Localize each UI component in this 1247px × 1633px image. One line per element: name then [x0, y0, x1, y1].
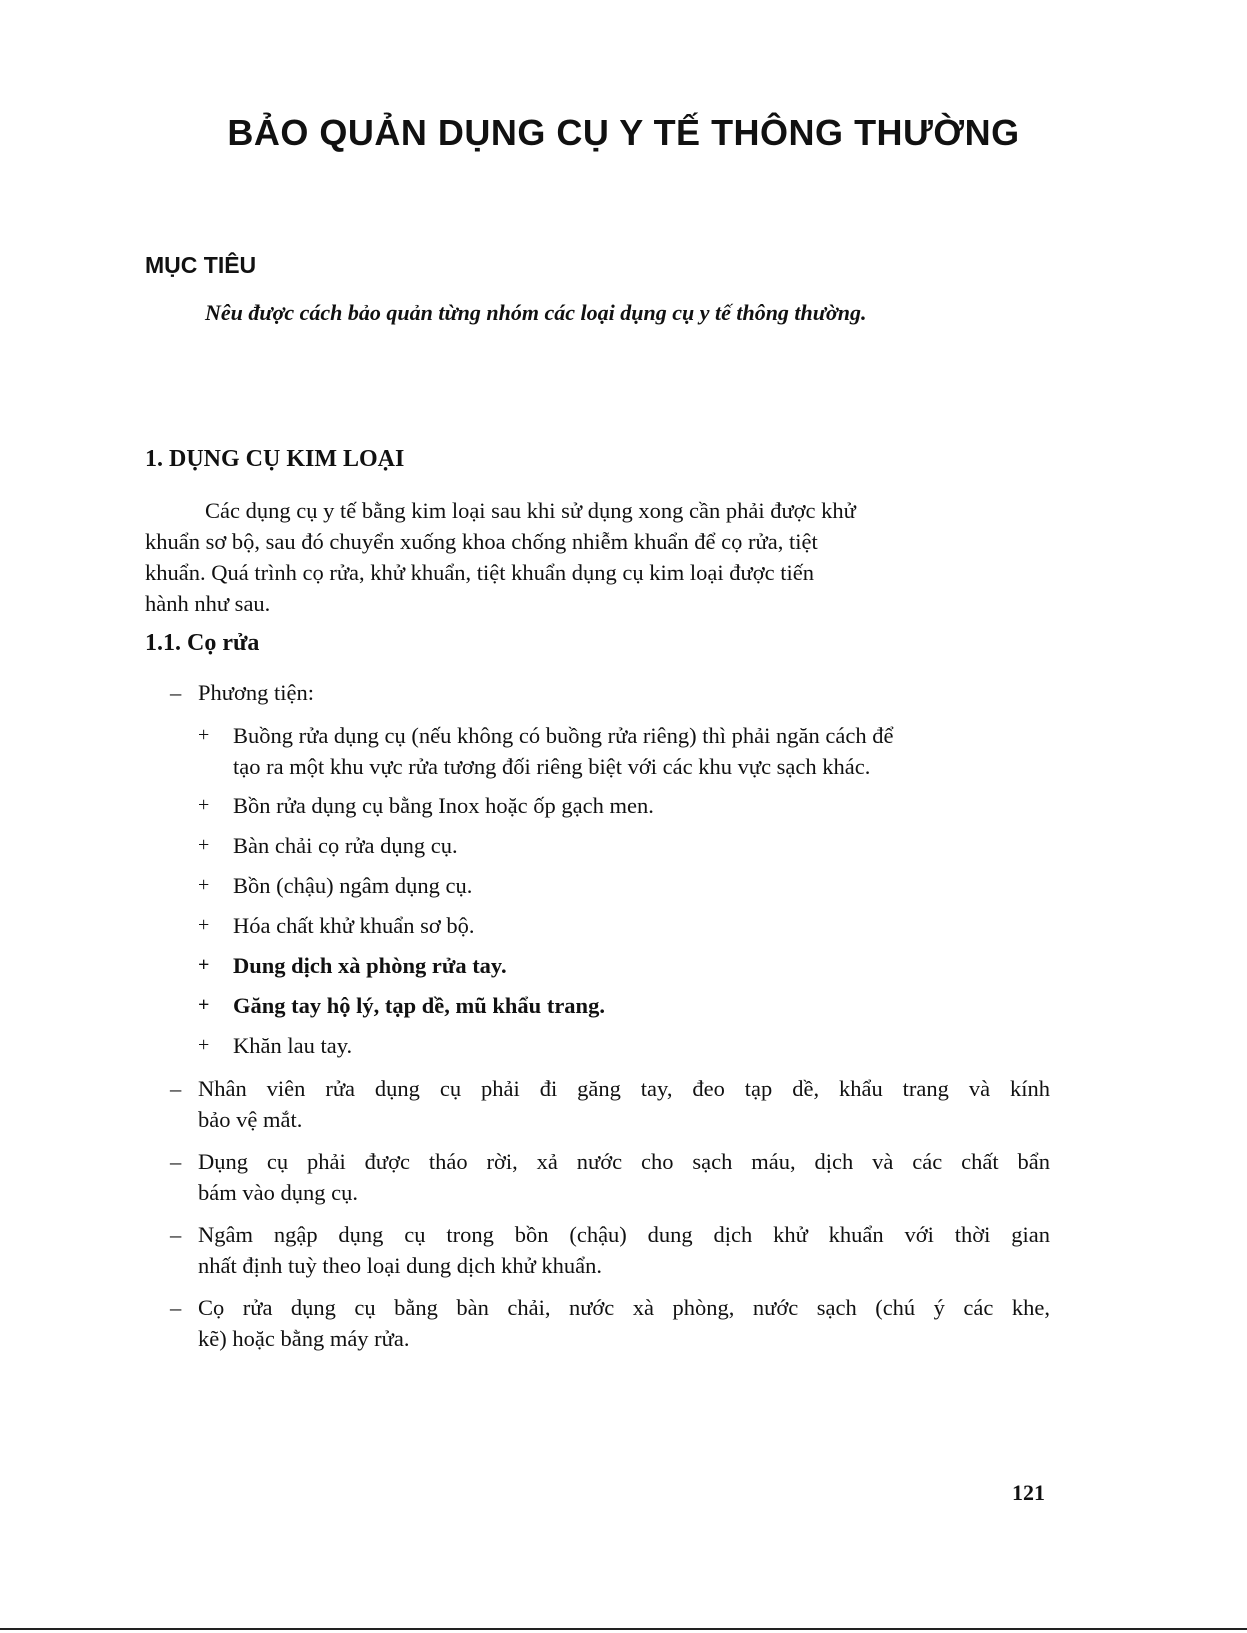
step-line: Dụng cụ phải được tháo rời, xả nước cho sạch máu, dịch và các chất bẩn	[198, 1149, 1050, 1174]
step-line: bám vào dụng cụ.	[198, 1180, 358, 1205]
plus-marker: +	[198, 874, 210, 896]
section-heading: 1. DỤNG CỤ KIM LOẠI	[145, 446, 405, 472]
list-item	[198, 950, 1050, 981]
intro-paragraph	[145, 495, 1050, 619]
paragraph-line: hành như sau.	[145, 591, 271, 616]
step-item	[170, 1292, 1050, 1354]
step-line: Ngâm ngập dụng cụ trong bồn (chậu) dung dịch khử khuẩn với thời gian	[198, 1222, 1050, 1247]
dash-marker: –	[170, 1076, 182, 1101]
step-line: Cọ rửa dụng cụ bằng bàn chải, nước xà phòng, nước sạch (chú ý các khe,	[198, 1295, 1050, 1320]
subsection-heading: 1.1. Cọ rửa	[145, 630, 260, 656]
step-item	[170, 1146, 1050, 1208]
dash-marker: –	[170, 1222, 182, 1247]
list-item-line: Khăn lau tay.	[233, 1033, 353, 1058]
plus-marker: +	[198, 954, 210, 976]
list-item	[198, 870, 1050, 901]
list-item	[198, 990, 1050, 1021]
paragraph-line: Các dụng cụ y tế bằng kim loại sau khi sử dụng xong cần phải được khử	[205, 498, 856, 523]
list-item	[198, 790, 1050, 821]
plus-marker: +	[198, 834, 210, 856]
step-line: bảo vệ mắt.	[198, 1107, 303, 1132]
list-item-line: Găng tay hộ lý, tạp dề, mũ khẩu trang.	[233, 993, 605, 1018]
plus-marker: +	[198, 1034, 210, 1056]
step-line: nhất định tuỳ theo loại dung dịch khử khuẩn.	[198, 1253, 603, 1278]
step-item	[170, 1073, 1050, 1135]
step-line: Nhân viên rửa dụng cụ phải đi găng tay, đeo tạp dề, khẩu trang và kính	[198, 1076, 1050, 1101]
list-item-line: Hóa chất khử khuẩn sơ bộ.	[233, 913, 475, 938]
list-item	[198, 830, 1050, 861]
list-item-line: tạo ra một khu vực rửa tương đối riêng biệt với các khu vực sạch khác.	[233, 754, 871, 779]
list-item	[198, 910, 1050, 941]
means-label: Phương tiện:	[198, 680, 314, 705]
plus-marker: +	[198, 994, 210, 1016]
objective-heading: MỤC TIÊU	[145, 252, 257, 278]
plus-marker: +	[198, 724, 210, 746]
list-item-line: Bồn (chậu) ngâm dụng cụ.	[233, 873, 473, 898]
list-item-line: Buồng rửa dụng cụ (nếu không có buồng rửa riêng) thì phải ngăn cách để	[233, 723, 894, 748]
dash-marker: –	[170, 680, 182, 705]
scan-edge-divider	[0, 1628, 1247, 1630]
page-number: 121	[1012, 1480, 1045, 1505]
list-item-line: Bồn rửa dụng cụ bằng Inox hoặc ốp gạch men.	[233, 793, 654, 818]
objective-text: Nêu được cách bảo quản từng nhóm các loại dụng cụ y tế thông thường.	[205, 300, 867, 325]
list-item-line: Dung dịch xà phòng rửa tay.	[233, 953, 507, 978]
plus-marker: +	[198, 914, 210, 936]
paragraph-line: khuẩn sơ bộ, sau đó chuyển xuống khoa chống nhiễm khuẩn để cọ rửa, tiệt	[145, 529, 818, 554]
plus-marker: +	[198, 794, 210, 816]
dash-marker: –	[170, 1149, 182, 1174]
list-item	[198, 720, 1050, 782]
means-label-item	[170, 677, 1050, 708]
step-line: kẽ) hoặc bằng máy rửa.	[198, 1326, 410, 1351]
list-item-line: Bàn chải cọ rửa dụng cụ.	[233, 833, 458, 858]
page-title: BẢO QUẢN DỤNG CỤ Y TẾ THÔNG THƯỜNG	[227, 112, 1020, 153]
dash-marker: –	[170, 1295, 182, 1320]
paragraph-line: khuẩn. Quá trình cọ rửa, khử khuẩn, tiệt khuẩn dụng cụ kim loại được tiến	[145, 560, 814, 585]
list-item	[198, 1030, 1050, 1061]
step-item	[170, 1219, 1050, 1281]
